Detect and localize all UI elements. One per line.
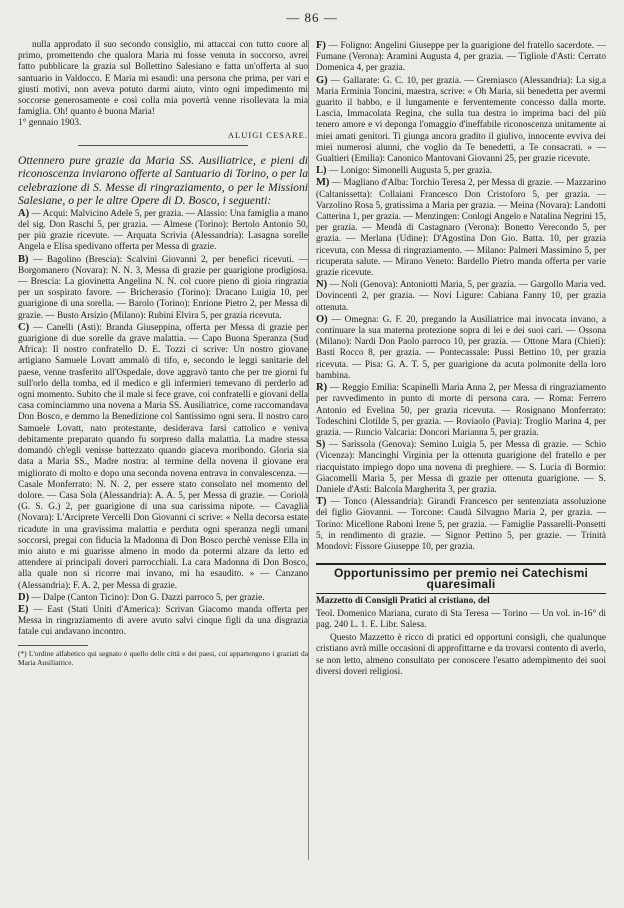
entry-r [316, 382, 606, 439]
entry-letter: L) [316, 165, 327, 177]
entry-c [18, 322, 308, 592]
entry-letter: C) [18, 321, 30, 333]
entry-text: — Noli (Genova): Antoniotti Maria, 5, per grazia. — Gargollo Maria ved. Dovincenti 2, per grazia. — Novi Ligure: Cabiana Fanny 10, per grazia ottenuta. [316, 280, 606, 313]
entry-b [18, 254, 308, 322]
right-column [316, 40, 606, 678]
entry-text: — East (Stati Uniti d'America): Scrivan Giacomo manda offerta per Messa in ringraziamento di avere avuto salvi cinque figli da una disgrazia fatale cui andavano incontro. [18, 604, 309, 638]
letter-date: 1° gennaio 1903. [18, 118, 82, 129]
opening-paragraph: nulla approdato il suo secondo consiglio, mi attaccai con tutto cuore al primo, promettendo che qualora Maria mi fosse venuta in soccorso, avrei fatto pubblicare la grazia sul Bollettino Salesiano e fatta un'offerta al suo santuario in Valdocco. E Maria mi esaudì: una persona che prima, per vari e giusti motivi, non aveva potuto darmi aiuto, vinto ogni impedimento mi soccorse generosamente e così colla mia povertà venne risollevata la mia famiglia. Oh! quanto è buona Maria! [18, 40, 308, 118]
ad-book-details: Teol. Domenico Mariana, curato di Sta Teresa — Torino — Un vol. in-16° di pag. 240 L. 1. E. Libr. Salesa. [316, 608, 606, 630]
book-advertisement [316, 563, 606, 678]
footnote-text: (*) L'ordine alfabetico qui segnato è quello delle città e dei paesi, cui appartengono i graziati da Maria Ausiliatrice. [18, 648, 308, 667]
entry-text: — Canelli (Asti): Branda Giuseppina, offerta per Messa di grazie per guarigione di due sorelle da grave malattia. — Capo Buona Speranza (Sud Africa): Il nostro confratello D. E. Tozzi ci scrive: Un nostro giovane artigiano Samuele Lovatt ammalò di tifo, e, secondo le leggi sanitarie del paese, venne trasferito all'Ospedale, dove aggravò tanto che per tre giorni fu sull'orlo della tomba, ed il medico e gli infermieri temevano di perderlo ad ogni momento. Subito che il male si fece grave, coi confratelli e giovani della casa cominciammo una novena a Maria SS. Ausiliatrice, come raccomandava Don Bosco, e demmo la Benedizione col Santissimo ogni sera. Il nostro caro Samuele Lovatt, nato protestante, desiderava farsi cattolico e veniva debitamente preparato quando fu sorpreso dalla malattia. La madre stessa domandò ch'egli venisse battezzato quando giaceva moribondo. Gloria sia data a Maria SS., Madre nostra: al termine della novena il giovane era migliorato di molto e dopo una seconda novena entrava in convalescenza. — Casale Monferrato: N. N. 2, per essere stato consolato nel momento del dolore. — Casa Sola (Alessandria): A. A. 5, per Messa di grazie. — Coriolà (G. S. G.) 2, per guarigione di una sua carissima nipote. — Cavaglià (Novara): L'Arciprete Vercelli Don Giovanni ci scrive: « Nella decorsa estate ricadute in una gravissima malattia e perduta ogni speranza negli umani soccorsi, pregai con fiducia la Madonna di Don Bosco perchè venisse Ella in mio aiuto e mi guarisse almeno in modo da potermi alzare da letto ed attendere ai principali doveri parrocchiali. La cara Madonna di Don Bosco, alla quale non si ricorre mai invano, mi ha esaudito. » — Canzano (Alessandria): F. A. 2, per Messa di grazie. [18, 322, 309, 591]
entry-f [316, 40, 606, 75]
entry-text: — Magliano d'Alba: Torchio Teresa 2, per Messa di grazie. — Mazzarino (Caltanissetta): Collaiani Francesco Don Cristoforo 5, per grazia. — Varzolino Rosa 5, gratissima a Maria per grazia. — Meina (Novara): Landotti Catterina 1, per grazia. — Menzingen: Conlogi Angelo e Natalina Negrini 15, per grazia. — Mendà di Castagnaro (Verona): Bonetto Verecondo 5, per grazia. — Merlana (Udine): D'Agostina Don Gio. Batta. 10, per grazia ricevuta, con Messa di ringraziamento. — Milano: Palmeri Massimino 5, per ricuperata salute. — Mirano Veneto: Bardello Pietro manda offerta per varie grazie ricevute. [316, 178, 606, 279]
entry-d [18, 592, 308, 604]
entry-s [316, 439, 606, 496]
entry-text: — Acqui: Malvicino Adele 5, per grazia. — Alassio: Una famiglia a mano del sig. Don Raschi 5, per grazia. — Almese (Torino): Bertolo Antonio 50, per più grazie ricevute. — Arquata Scrivia (Alessandria): Lasagna sorelle Angela e Elisa spedivano offerta per Messa di grazie. [18, 208, 308, 253]
entry-letter: T) [316, 496, 327, 508]
entry-e [18, 604, 308, 639]
entry-text: — Reggio Emilia: Scapinelli Maria Anna 2, per Messa di ringraziamento per ravvedimento in punto di morte di persona cara. — Roma: Ferrero Antonio ed Evelina 50, per grazia ricevuta. — Rosignano Monferrato: Todeschini Clotilde 5, per grazia. — Roviaolo (Pavia): Troglio Marina 4, per grazia. — Runcio Valcaria: Doncori Marianna 5, per grazia. [316, 383, 607, 438]
entry-text: — Foligno: Angelini Giuseppe per la guarigione del fratello sacerdote. — Fumane (Verona): Aramini Augusta 4, per grazia. — Tigliole d'Asti: Cerrato Domenica 4, per grazia. [316, 41, 606, 74]
entry-letter: D) [18, 591, 30, 603]
letter-signature: ALUIGI CESARE. [227, 129, 308, 140]
entry-letter: R) [316, 382, 328, 394]
entry-text: — Sarissola (Genova): Semino Luigia 5, per Messa di grazie. — Schio (Vicenza): Mancinghi Virginia per la ottenuta guarigione del fratello e per riacquistato impiego dopo una novena di preghiere. — S. Lucia di Bormio: Giacomelli Maria 5, per Messa di grazie per ottenuta guarigione. — S. Daniele d'Asti: Balcola Margherita 3, per grazia. [316, 440, 606, 495]
entry-l [316, 165, 606, 177]
entry-letter: A) [18, 207, 30, 219]
entry-letter: M) [316, 177, 330, 189]
entry-letter: O) [316, 313, 328, 325]
entry-letter: N) [316, 279, 328, 291]
entry-o [316, 314, 606, 382]
ad-book-title: Mazzetto di Consigli Pratici al cristiano, del [316, 595, 490, 606]
footnote [18, 645, 308, 667]
entry-letter: G) [316, 74, 328, 86]
footnote-rule [18, 645, 88, 646]
page-number: — 86 — [286, 10, 338, 25]
entry-letter: S) [316, 439, 326, 451]
entry-text: — Bagolino (Brescia): Scalvini Giovanni 2, per benefici ricevuti. — Borgomanero (Novara): N. N. 3, Messa di grazie per guarigione prodigiosa. — Brescia: La giovinetta Angelina N. N. col cuore pieno di gioia ringrazia per un sospirato favore. — Bricherasio (Torino): Dracano Luigia 10, per guarigione di una sorella. — Barolo (Torino): Enrione Pietro 2, per Messa di grazie. — Busto Arsizio (Milano): Rubini Elvira 5, per grazia ricevuta. [18, 254, 308, 321]
column-divider [308, 40, 309, 860]
section-rule [78, 145, 248, 146]
graces-heading: Ottennero pure grazie da Maria SS. Ausiliatrice, e pieni di riconoscenza inviarono offerte al Santuario di Torino, o per la celebrazione di S. Messe di ringraziamento, o per le Missioni Salesiane, o per le altre Opere di D. Bosco, i seguenti: [18, 153, 308, 208]
left-column [18, 40, 308, 667]
ad-headline: Opportunissimo per premio nei Catechismi quaresimali [316, 563, 606, 593]
entry-text: — Lonigo: Simonelli Augusta 5, per grazia. [328, 166, 493, 177]
entry-text: — Omegna: G. F. 20, pregando la Ausiliatrice mai invocata invano, a continuare la sua materna protezione sopra di lei e dei suoi cari. — Ossona (Milano): Nardi Don Paolo parroco 10, per grazia. — Ottone Mara (Chieti): Basti Rocco 8, per grazia. — Pontecassale: Pussi Bettino 10, per grazia ricevuta. — Pisa: G. A. T. 5, per guarigione da acuta polmonite della loro bambina. [316, 314, 606, 381]
entry-text: — Tonco (Alessandria): Girandi Francesco per sentenziata assoluzione del figlio Giovanni. — Torcone: Caudà Silvagno Maria 2, per grazia. — Torino: Micellone Raboni Irene 5, per grazia. — Famiglie Passarelli-Ponsetti 5, in rendimento di grazie. — Signor Pettino 5, per grazie. — Trinità Mondovì: Fissore Giuseppe 10, per grazia. [316, 497, 606, 552]
entry-letter: F) [316, 40, 326, 51]
entry-t [316, 496, 606, 553]
entry-g [316, 75, 606, 166]
entry-letter: B) [18, 253, 29, 265]
ad-body: Questo Mazzetto è ricco di pratici ed opportuni consigli, che qualunque cristiano avrà mille occasioni di approfittarne e da trovarsi contento di averlo, se non letto, almeno consultato per conoscere l'esatto adempimento dei suoi diversi doveri religiosi. [316, 633, 606, 677]
entry-text: — Dalpe (Canton Ticino): Don G. Dazzi parroco 5, per grazie. [31, 592, 265, 603]
entry-n [316, 279, 606, 314]
entry-text: — Gallarate: G. C. 10, per grazia. — Gremiasco (Alessandria): La sig.a Maria Erminia Toncini, maestra, scrive: « Oh Maria, sii benedetta per avermi guarito il babbo, e il lungamente e ferventemente concesso dalla morte. Lascia, Immacolata Regina, che sulla tua destra io imprima baci del più tenero amore e vi deponga l'omaggio d'ineffabile riconoscenza unitamente ai miei amati genitori. Ti giunga ancora gradito il giulivo, innocente evviva dei miei numerosi alunni, che voglio da Te benedetti, a Te consacrati. » — Gualtieri (Emilia): Canonico Mantovani Giovanni 25, per grazie ricevute. [316, 75, 607, 165]
entry-m [316, 177, 606, 279]
entry-a [18, 208, 308, 254]
entry-letter: E) [18, 603, 29, 615]
